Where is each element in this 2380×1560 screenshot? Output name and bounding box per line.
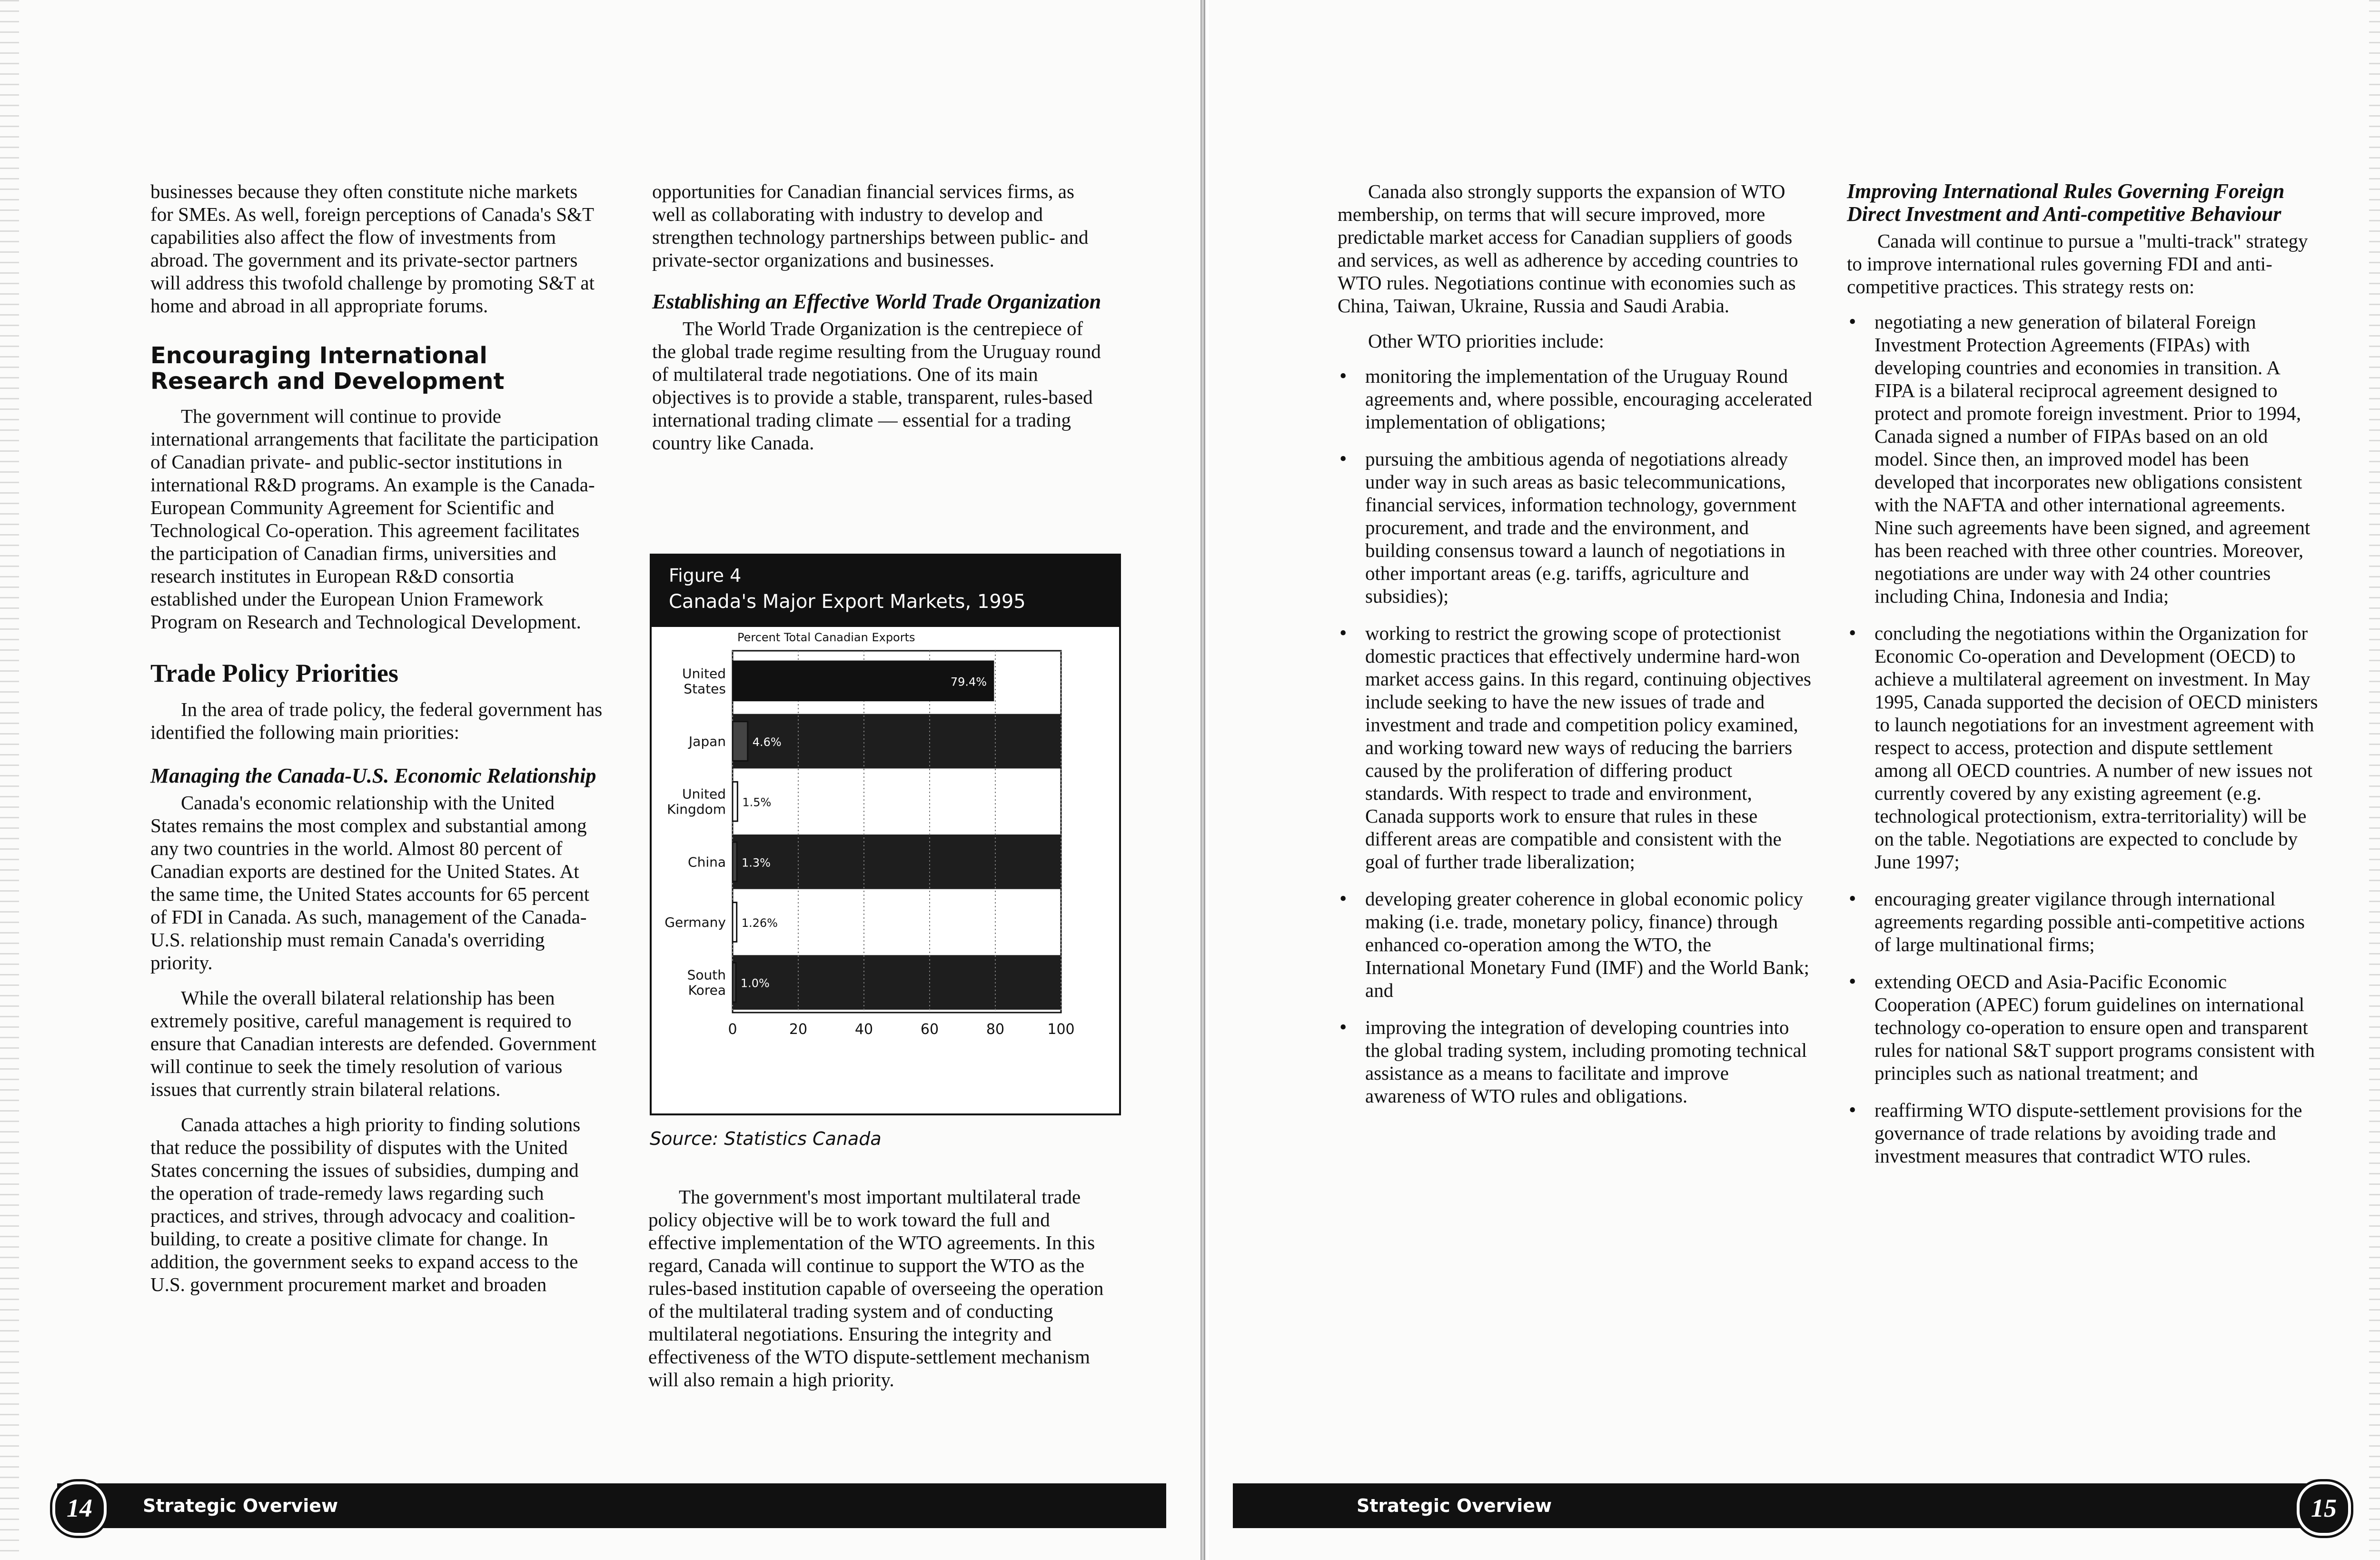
paragraph: Canada's economic relationship with the United States remains the most complex and substantial among any two countries in the world. Almost 80 percent of Canadian exports are destined for the United States. At the same time, the United States accounts for 65 percent of FDI in Canada. As such, management of the Canada-U.S. relationship must remain Canada's overriding priority.: [150, 792, 590, 974]
x-tick-label: 0: [728, 1021, 737, 1038]
category-label: Germany: [664, 914, 726, 930]
category-label: China: [688, 854, 726, 870]
category-label: Korea: [688, 982, 726, 998]
category-label: Kingdom: [667, 801, 726, 817]
bar: [733, 903, 737, 942]
category-label: States: [684, 681, 726, 697]
left-column-2: [652, 180, 1109, 467]
data-label: 1.0%: [740, 976, 770, 990]
right-column-1: [1338, 180, 1814, 1122]
list-item: • reaffirming WTO dispute-settlement provisions for the governance of trade relations by avoiding trade and investment measures that contradict WTO rules.: [1847, 1099, 2323, 1167]
list-item: • developing greater coherence in global economic policy making (i.e. trade, monetary policy, finance) through enhanced co-operation among the WTO, the International Monetary Fund (IMF) and the World Bank; and: [1338, 887, 1814, 1002]
scan-edge-marks: [2369, 0, 2380, 1560]
x-tick-label: 60: [920, 1021, 939, 1038]
row-band: [733, 835, 1061, 889]
list-item: • extending OECD and Asia-Pacific Economic Cooperation (APEC) forum guidelines on international technology co-operation to ensure open and transparent rules for national S&T support programs consistent with principles such as national treatment; and: [1847, 970, 2323, 1084]
data-label: 1.3%: [741, 856, 771, 870]
list-item: • pursuing the ambitious agenda of negotiations already under way in such areas as basic telecommunications, financial services, information technology, government procurement, and trade and the environment, and building consensus toward a launch of negotiations in other important areas (e.g. tariffs, agriculture and subsidies);: [1338, 447, 1814, 607]
x-tick-label: 100: [1047, 1021, 1075, 1038]
category-label: Japan: [688, 734, 726, 749]
multi-track-strategy-list: [1847, 310, 2323, 1167]
category-label: South: [687, 967, 726, 983]
row-band: [733, 714, 1061, 769]
right-column-2: [1847, 180, 2323, 1182]
x-tick-label: 20: [789, 1021, 808, 1038]
heading-canada-us: Managing the Canada-U.S. Economic Relationship: [150, 764, 596, 787]
page-number-15: 15: [2297, 1481, 2351, 1536]
chart-axis-title: Percent Total Canadian Exports: [737, 631, 915, 644]
row-band: [733, 955, 1061, 1010]
paragraph: In the area of trade policy, the federal government has identified the following main priorities:: [150, 698, 603, 743]
list-item: • negotiating a new generation of bilateral Foreign Investment Protection Agreements (FIPAs) with developing countries and economies in transition. A FIPA is a bilateral reciprocal agreement designed to protect and promote foreign investment. Prior to 1994, Canada signed a number of FIPAs based on an old model. Since then, an improved model has been developed that incorporates new obligations consistent with the NAFTA and other international agreements. Nine such agreements have been signed, and agreement has been reached with three other countries. Moreover, negotiations are under way with 24 other countries including China, Indonesia and India;: [1847, 310, 2323, 607]
right-page: [1209, 0, 2380, 1560]
figure-label: Figure 4: [669, 565, 742, 586]
export-markets-chart: [652, 627, 1119, 1112]
list-item: • working to restrict the growing scope of protectionist domestic practices that effectively undermine hard-won market access gains. In this regard, continuing objectives include seeking to have the new issues of trade and investment and trade and competition policy examined, and working toward new ways of reducing the barriers caused by the proliferation of differing product standards. With respect to trade and environment, Canada supports work to ensure that rules in these different areas are compatible and consistent with the goal of further trade liberalization;: [1338, 622, 1814, 873]
footer-bar-left: [57, 1483, 1166, 1528]
list-item: • concluding the negotiations within the Organization for Economic Co-operation and Development (OECD) to achieve a multilateral agreement on investment. In May 1995, Canada supported the decision of OECD ministers to launch negotiations for an investment agreement with respect to access, protection and dispute settlement among all OECD countries. A number of new issues not currently covered by any existing agreement (e.g. technological protectionism, extra-territoriality) will be on the table. Negotiations are expected to conclude by June 1997;: [1847, 622, 2323, 873]
footer-label: Strategic Overview: [1357, 1495, 1552, 1516]
paragraph: While the overall bilateral relationship has been extremely positive, careful management is required to ensure that Canadian interests are defended. Government will continue to seek the timely resolution of various issues that currently strain bilateral relations.: [150, 987, 596, 1100]
paragraph: businesses because they often constitute niche markets for SMEs. As well, foreign perceptions of Canada's S&T capabilities also affect the flow of investments from abroad. The government and its private-sector partners will address this twofold challenge by promoting S&T at home and abroad in all appropriate forums.: [150, 180, 595, 317]
category-label: United: [682, 786, 726, 802]
wto-priorities-list: [1338, 365, 1814, 1107]
figure-source: Source: Statistics Canada: [650, 1128, 882, 1149]
data-label: 1.26%: [741, 916, 778, 930]
left-column-2-continued: [648, 1185, 1105, 1403]
left-column-1: [150, 180, 603, 1308]
data-label: 4.6%: [752, 735, 782, 749]
bar: [733, 963, 736, 1002]
data-label: 1.5%: [742, 795, 772, 809]
heading-wto: Establishing an Effective World Trade Organization: [652, 290, 1101, 313]
list-item: • improving the integration of developing countries into the global trading system, including promoting technical assistance as a means to facilitate and improve awareness of WTO rules and obligations.: [1338, 1016, 1814, 1107]
paragraph: The government's most important multilateral trade policy objective will be to work toward the full and effective implementation of the WTO agreements. In this regard, Canada will continue to support the WTO as the rules-based institution capable of overseeing the operation of the multilateral trading system and of conducting multilateral negotiations. Ensuring the integrity and effectiveness of the WTO dispute-settlement mechanism will also remain a high priority.: [648, 1186, 1104, 1391]
x-tick-label: 40: [854, 1021, 873, 1038]
list-item: • encouraging greater vigilance through international agreements regarding possible anti-competitive actions of large multinational firms;: [1847, 887, 2323, 956]
paragraph: Canada will continue to pursue a "multi-track" strategy to improve international rules governing FDI and anti-competitive practices. This strategy rests on:: [1847, 230, 2308, 298]
category-label: United: [682, 666, 726, 682]
list-item: • monitoring the implementation of the Uruguay Round agreements and, where possible, encouraging accelerated implementation of obligations;: [1338, 365, 1814, 433]
x-tick-label: 80: [986, 1021, 1005, 1038]
bar: [733, 782, 737, 821]
heading-fdi-rules: Improving International Rules Governing Foreign Direct Investment and Anti-competitive Behaviour: [1847, 179, 2285, 226]
heading-international-rd: Encouraging International Research and Development: [150, 342, 505, 395]
paragraph: The government will continue to provide international arrangements that facilitate the participation of Canadian private- and public-sector institutions in international R&D programs. An example is the Canada-European Community Agreement for Scientific and Technological Co-operation. This agreement facilitates the participation of Canadian firms, universities and research institutes in European R&D consortia established under the European Union Framework Program on Research and Technological Development.: [150, 405, 599, 633]
figure-title: Canada's Major Export Markets, 1995: [669, 591, 1026, 613]
heading-trade-policy: Trade Policy Priorities: [150, 659, 398, 687]
figure-4: [650, 554, 1121, 1115]
footer-label: Strategic Overview: [143, 1495, 338, 1516]
data-label: 79.4%: [950, 675, 987, 689]
figure-header: [652, 556, 1119, 627]
paragraph: Canada attaches a high priority to finding solutions that reduce the possibility of disputes with the United States concerning the issues of subsidies, dumping and the operation of trade-remedy laws regarding such practices, and strives, through advocacy and coalition-building, to create a positive climate for change. In addition, the government seeks to expand access to the U.S. government procurement market and broaden: [150, 1113, 581, 1295]
book-spine: [1200, 0, 1205, 1560]
paragraph: opportunities for Canadian financial services firms, as well as collaborating with industry to develop and strengthen technology partnerships between public- and private-sector organizations and businesses.: [652, 180, 1089, 271]
paragraph: Canada also strongly supports the expansion of WTO membership, on terms that will secure improved, more predictable market access for Canadian suppliers of goods and services, as well as adherence by acceding countries to WTO rules. Negotiations continue with economies such as China, Taiwan, Ukraine, Russia and Saudi Arabia.: [1338, 180, 1798, 317]
bar: [733, 722, 748, 761]
paragraph: Other WTO priorities include:: [1368, 330, 1605, 352]
bar: [733, 842, 737, 882]
page-number-14: 14: [52, 1481, 107, 1536]
scan-edge-marks: [0, 0, 19, 1560]
paragraph: The World Trade Organization is the centrepiece of the global trade regime resulting from the Uruguay round of multilateral trade negotiations. One of its main objectives is to provide a stable, transparent, rules-based international trading climate — essential for a trading country like Canada.: [652, 318, 1101, 454]
footer-bar-right: [1233, 1483, 2337, 1528]
